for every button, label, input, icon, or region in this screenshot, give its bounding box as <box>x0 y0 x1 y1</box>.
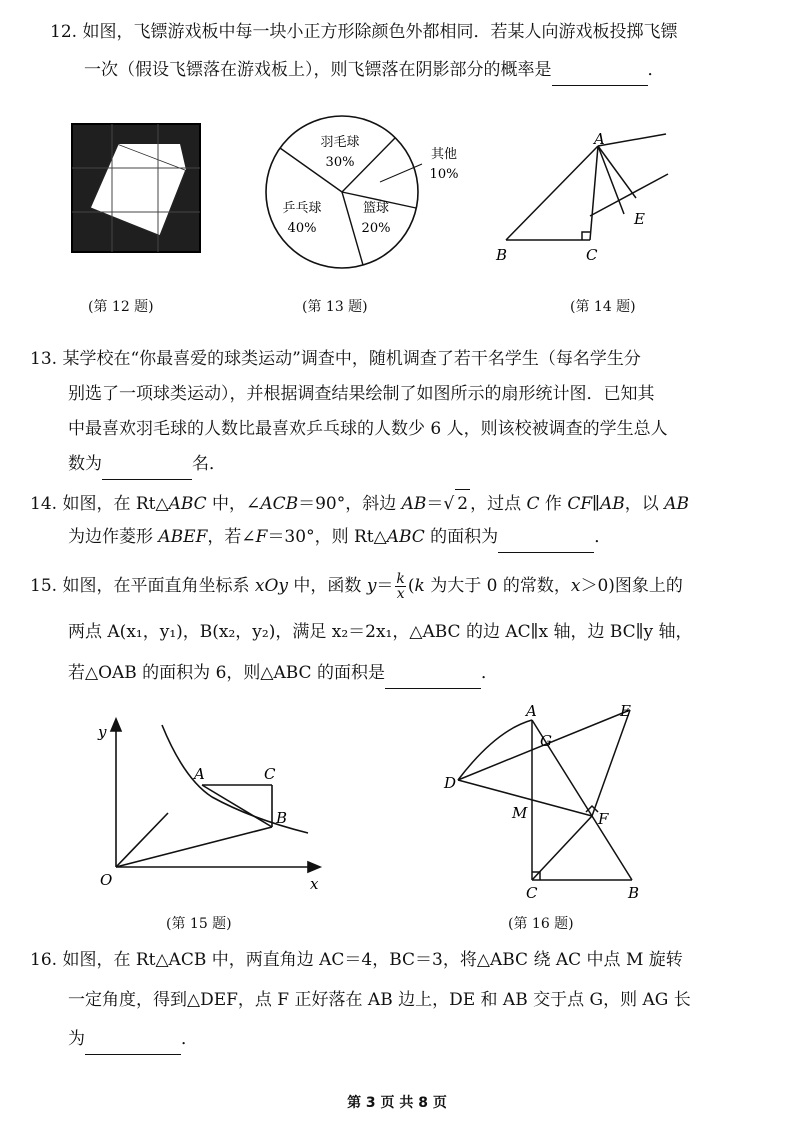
q16-text-2: 一定角度，得到△DEF，点 F 正好落在 AB 边上，DE 和 AB 交于点 G，则 AG 长 <box>68 990 691 1010</box>
q14-answer-blank <box>498 523 594 553</box>
q16-number: 16. <box>30 950 58 970</box>
q16-line1 <box>30 946 683 975</box>
q15-x: x <box>570 576 581 596</box>
pie-label-other: 其他 <box>430 147 458 162</box>
segment-ef <box>592 710 630 816</box>
q14-line1: 14. 如图，在 Rt△ABC 中，∠ACB＝90°，斜边 AB＝√ 2 ，过点 C 作 CF∥AB，以 AB <box>30 489 689 519</box>
q16-text-3: 为 <box>68 1029 85 1049</box>
q15-number: 15. <box>30 576 58 596</box>
page-footer: 第 3 页 共 8 页 <box>347 1095 447 1111</box>
segment-ca <box>590 146 598 240</box>
q12-answer-blank <box>552 56 648 86</box>
q14-t2: 中，∠ <box>206 494 261 514</box>
q15-frac-num: k <box>396 571 405 587</box>
figure-16-caption: (第 16 题) <box>508 916 574 932</box>
label-e: E <box>620 702 631 720</box>
q14-number: 14. <box>30 494 58 514</box>
segment-cf <box>532 816 592 880</box>
label-b: B <box>628 884 640 900</box>
segment-ab <box>202 785 272 827</box>
q13-line1 <box>30 345 641 374</box>
right-angle-mark <box>582 232 590 240</box>
q12-number: 12. <box>50 22 78 42</box>
q16-line2 <box>68 986 691 1015</box>
q15-text-2: 两点 A(x₁，y₁)，B(x₂，y₂)，满足 x₂＝2x₁，△ABC 的边 AC∥x 轴，边 BC∥y 轴， <box>68 622 693 642</box>
pie-pct-badminton: 30% <box>325 155 355 170</box>
label-a: A <box>194 765 205 783</box>
label-c: C <box>526 884 538 900</box>
q16-period: ． <box>181 1029 198 1049</box>
pie-label-basketball: 篮球 <box>362 201 390 216</box>
q14-ab-2: AB <box>600 494 625 514</box>
q15-t2: 中，函数 <box>288 576 367 596</box>
q12-text-2: 一次（假设飞镖落在游戏板上），则飞镖落在阴影部分的概率是 <box>84 60 552 80</box>
label-b: B <box>276 809 288 827</box>
q14-t4: ＝ <box>426 494 444 514</box>
figure-15-coordinate-plane <box>92 715 332 900</box>
segment-ba <box>506 146 598 240</box>
q16-text-1: 如图，在 Rt△ACB 中，两直角边 AC＝4，BC＝3，将△ABC 绕 AC 中点 M 旋转 <box>62 950 683 970</box>
figure-13-pie-chart <box>262 112 462 272</box>
label-c: C <box>586 246 598 264</box>
pie-label-pingpong: 乒乓球 <box>282 201 322 216</box>
q15-t5: ＞0)图象上的 <box>580 576 683 596</box>
label-m: M <box>512 804 528 822</box>
q14-t9: 为边作菱形 <box>68 527 159 547</box>
q15-eq: ＝ <box>376 576 394 596</box>
q14-acb: ACB <box>260 494 299 514</box>
q13-text-4a: 数为 <box>68 454 102 474</box>
label-x: x <box>310 875 319 893</box>
figure-12-dartboard <box>68 120 204 256</box>
figure-15-caption: (第 15 题) <box>166 916 232 932</box>
q15-line1 <box>30 570 683 602</box>
x-axis-arrow <box>308 862 320 872</box>
q14-t6: 作 <box>539 494 568 514</box>
label-e: E <box>634 210 645 228</box>
q14-ab: AB <box>401 494 427 514</box>
label-f: F <box>598 810 609 828</box>
label-c: C <box>264 765 276 783</box>
figure-12-caption: (第 12 题) <box>88 299 154 315</box>
q15-text-3: 若△OAB 的面积为 6，则△ABC 的面积是 <box>68 663 385 683</box>
figure-14-rhombus <box>488 130 708 270</box>
q14-line2 <box>68 523 611 553</box>
q12-line2 <box>84 56 665 86</box>
q14-period: ． <box>594 527 612 547</box>
q15-k: k <box>414 576 425 596</box>
segment-ae <box>598 146 624 214</box>
q14-t11: ＝30°，则 Rt△ <box>267 527 387 547</box>
q12-line1 <box>50 18 677 47</box>
q14-t10: ，若∠ <box>207 527 256 547</box>
q15-line3 <box>68 659 498 689</box>
q14-abef: ABEF <box>158 527 208 547</box>
q14-t12: 的面积为 <box>424 527 499 547</box>
q15-t4: 为大于 0 的常数， <box>424 576 571 596</box>
label-o: O <box>100 871 113 889</box>
q13-text-3: 中最喜欢羽毛球的人数比最喜欢乒乓球的人数少 6 人，则该校被调查的学生总人 <box>68 419 668 439</box>
pie-pct-pingpong: 40% <box>287 221 317 236</box>
q14-cf: CF <box>567 494 593 514</box>
figure-13-caption: (第 13 题) <box>302 299 368 315</box>
q15-xoy: xOy <box>254 576 288 596</box>
rotation-arc <box>458 720 532 780</box>
q13-number: 13. <box>30 349 58 369</box>
q14-ab-3: AB <box>664 494 689 514</box>
q15-t1: 如图，在平面直角坐标系 <box>62 576 255 596</box>
figure-16-rotated-triangles <box>440 700 670 900</box>
q12-period: ． <box>647 60 665 80</box>
q14-f: F <box>255 527 268 547</box>
q13-text-1: 某学校在“你最喜爱的球类运动”调查中，随机调查了若干名学生（每名学生分 <box>62 349 641 369</box>
label-a: A <box>526 702 537 720</box>
figure-14-caption: (第 14 题) <box>570 299 636 315</box>
q16-answer-blank <box>85 1025 181 1055</box>
q14-t7: ∥ <box>592 494 600 514</box>
segment-af <box>598 134 666 146</box>
q13-text-4b: 名． <box>192 454 226 474</box>
label-g: G <box>540 732 552 750</box>
q13-answer-blank <box>102 450 192 480</box>
q15-fraction <box>395 572 405 601</box>
q14-t5: ，过点 <box>470 494 527 514</box>
segment-cf <box>590 174 668 216</box>
q14-abc: ABC <box>168 494 207 514</box>
label-d: D <box>444 774 457 792</box>
q15-answer-blank <box>385 659 481 689</box>
label-b: B <box>496 246 508 264</box>
pie-pct-other: 10% <box>429 167 459 182</box>
label-y: y <box>98 723 107 741</box>
q13-line4 <box>68 450 226 480</box>
q15-t3: ( <box>407 576 415 596</box>
q15-line2 <box>68 618 693 647</box>
q12-text-1: 如图，飞镖游戏板中每一块小正方形除颜色外都相同．若某人向游戏板投掷飞镖 <box>82 22 678 42</box>
q14-t8: ，以 <box>624 494 665 514</box>
label-a: A <box>594 130 605 148</box>
q13-line2 <box>68 380 655 409</box>
q15-frac-den: x <box>396 586 405 602</box>
q14-abc-2: ABC <box>386 527 425 547</box>
q15-y: y <box>366 576 377 596</box>
q14-sqrt2: 2 <box>455 489 470 519</box>
segment-ob <box>116 827 272 867</box>
q15-period: ． <box>480 663 498 683</box>
q13-text-2: 别选了一项球类运动），并根据调查结果绘制了如图所示的扇形统计图．已知其 <box>68 384 655 404</box>
q14-c: C <box>526 494 540 514</box>
q14-t3: ＝90°，斜边 <box>298 494 402 514</box>
q14-t1: 如图，在 Rt△ <box>62 494 169 514</box>
y-axis-arrow <box>111 719 121 731</box>
q16-line3 <box>68 1025 198 1055</box>
q13-line3 <box>68 415 668 444</box>
segment-a-diagonal <box>598 146 636 198</box>
pie-label-badminton: 羽毛球 <box>320 135 360 150</box>
pie-pct-basketball: 20% <box>361 221 391 236</box>
segment-oa <box>116 813 168 867</box>
